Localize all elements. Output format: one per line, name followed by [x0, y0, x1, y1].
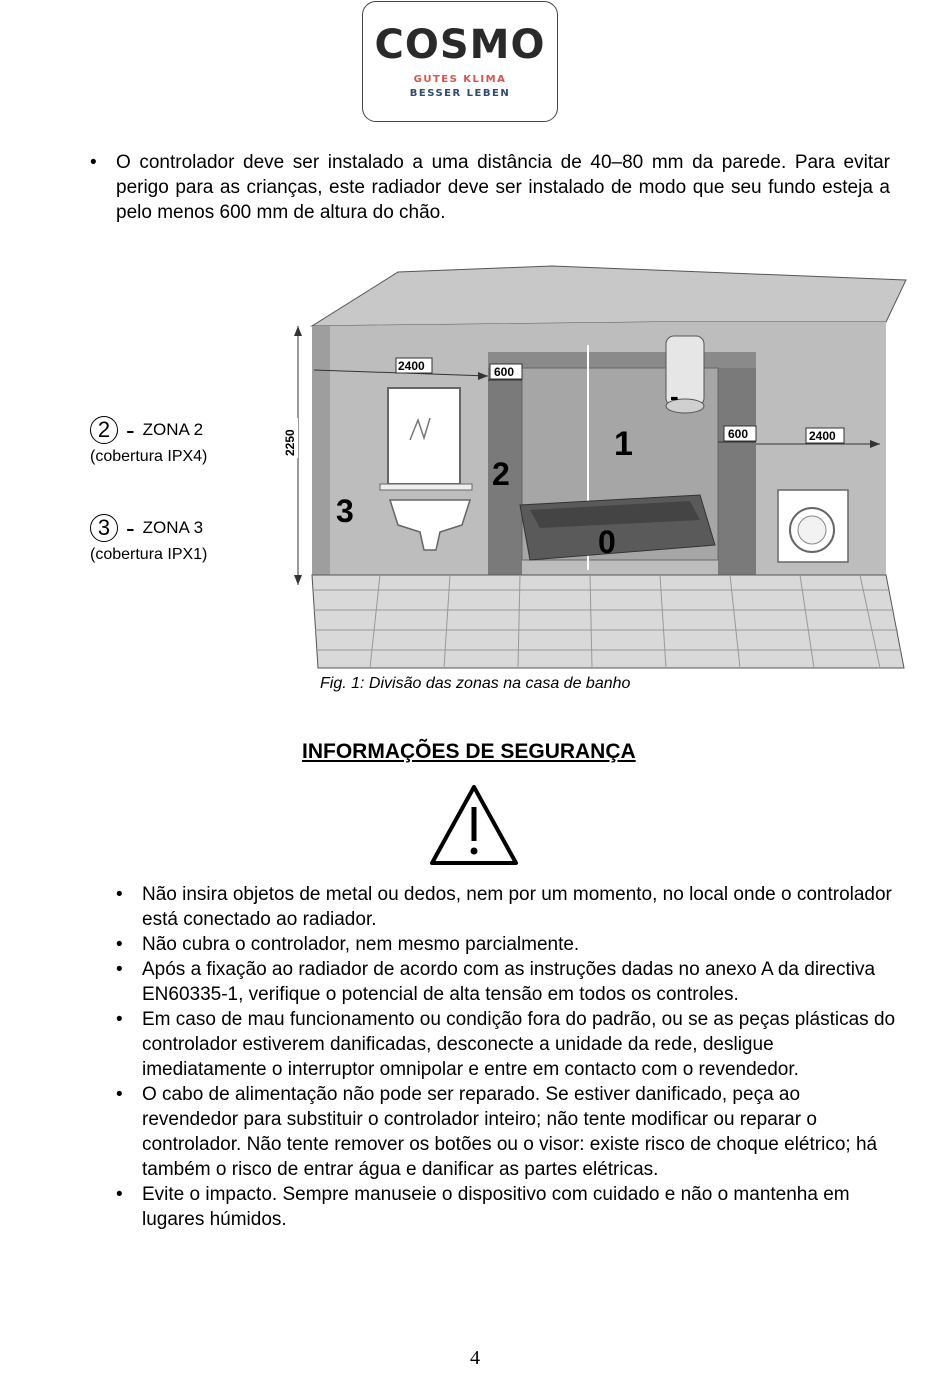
- zone-label-2: 2: [492, 456, 510, 492]
- zone-label-0: 0: [598, 524, 616, 560]
- heater-zone-label: -: [670, 381, 679, 411]
- bathroom-zones-diagram: [270, 262, 910, 672]
- bullet: •: [90, 152, 97, 173]
- section-title: INFORMAÇÕES DE SEGURANÇA: [302, 740, 636, 763]
- list-item: • Após a fixação ao radiador de acordo com as instruções dadas no anexo A da directiva EN60335-1, verifique o potencial de alta tensão em todos os controles.: [116, 959, 876, 1005]
- zone-number-circle: 2: [90, 416, 118, 444]
- dim-zone-left-label: 600: [494, 365, 515, 379]
- dim-height-label: 2250: [283, 429, 297, 456]
- list-item: • Em caso de mau funcionamento ou condição fora do padrão, ou se as peças plásticas do controlador estiverem danificadas, desconecte a unidade da rede, desligue imediatamente o interruptor omnipolar e entre em contacto com o revendedor.: [116, 1009, 896, 1080]
- dim-width-right-label: 2400: [809, 429, 836, 443]
- warning-triangle-icon: [428, 783, 520, 867]
- zone-number-circle: 3: [90, 514, 118, 542]
- logo-wordmark: COSMO: [374, 22, 546, 68]
- list-item: • Não insira objetos de metal ou dedos, nem por um momento, no local onde o controlador está conectado ao radiador.: [116, 884, 892, 930]
- zone-label-3: 3: [336, 493, 354, 529]
- zone-name: ZONA 3: [142, 518, 204, 537]
- page-number: 4: [470, 1347, 480, 1369]
- zone-protection: (cobertura IPX4): [90, 448, 208, 465]
- logo-tagline-1: GUTES KLIMA: [413, 74, 507, 85]
- list-item-text: Em caso de mau funcionamento ou condição fora do padrão, ou se as peças plásticas do controlador estiverem danificadas, desconecte a unidade da rede, desligue imediatamente o interruptor omnipolar e entre em contacto com o revendedor.: [142, 1009, 896, 1080]
- figure-caption: Fig. 1: Divisão das zonas na casa de banho: [320, 675, 631, 692]
- intro-paragraph: [90, 150, 890, 225]
- zone-name: ZONA 2: [142, 420, 204, 439]
- legend-zone-2: [90, 416, 207, 466]
- logo-tagline-2: BESSER LEBEN: [409, 88, 511, 99]
- list-item-text: Após a fixação ao radiador de acordo com as instruções dadas no anexo A da directiva EN60335-1, verifique o potencial de alta tensão em todos os controles.: [142, 959, 876, 1005]
- legend-dash: -: [126, 415, 135, 445]
- dim-zone-right-label: 600: [728, 427, 749, 441]
- zone-label-1: 1: [614, 425, 633, 463]
- list-item-text: O cabo de alimentação não pode ser reparado. Se estiver danificado, peça ao revendedor para substituir o controlador inteiro; não tente modificar ou reparar o controlador. Não tente remover os botões ou o visor: existe risco de choque elétrico; há também o risco de entrar água e danificar as partes elétricas.: [142, 1084, 878, 1180]
- brand-logo: [362, 1, 558, 122]
- zone-protection: (cobertura IPX1): [90, 546, 208, 563]
- list-item: • Evite o impacto. Sempre manuseie o dispositivo com cuidado e não o mantenha em lugares húmidos.: [116, 1184, 850, 1230]
- list-item-text: Não cubra o controlador, nem mesmo parcialmente.: [142, 934, 580, 955]
- intro-text: O controlador deve ser instalado a uma distância de 40–80 mm da parede. Para evitar perigo para as crianças, este radiador deve ser instalado de modo que seu fundo esteja a pelo menos 600 mm de altura do chão.: [116, 152, 890, 223]
- legend-zone-3: [90, 514, 207, 564]
- list-item: • Não cubra o controlador, nem mesmo parcialmente.: [116, 934, 580, 955]
- dim-width-left-label: 2400: [398, 359, 425, 373]
- legend-dash: -: [126, 513, 135, 543]
- list-item-text: Não insira objetos de metal ou dedos, nem por um momento, no local onde o controlador está conectado ao radiador.: [142, 884, 892, 930]
- list-item: • O cabo de alimentação não pode ser reparado. Se estiver danificado, peça ao revendedor para substituir o controlador inteiro; não tente modificar ou reparar o controlador. Não tente remover os botões ou o visor: existe risco de choque elétrico; há também o risco de entrar água e danificar as partes elétricas.: [116, 1084, 878, 1180]
- list-item-text: Evite o impacto. Sempre manuseie o dispositivo com cuidado e não o mantenha em lugares húmidos.: [142, 1184, 850, 1230]
- safety-list: [116, 882, 896, 1232]
